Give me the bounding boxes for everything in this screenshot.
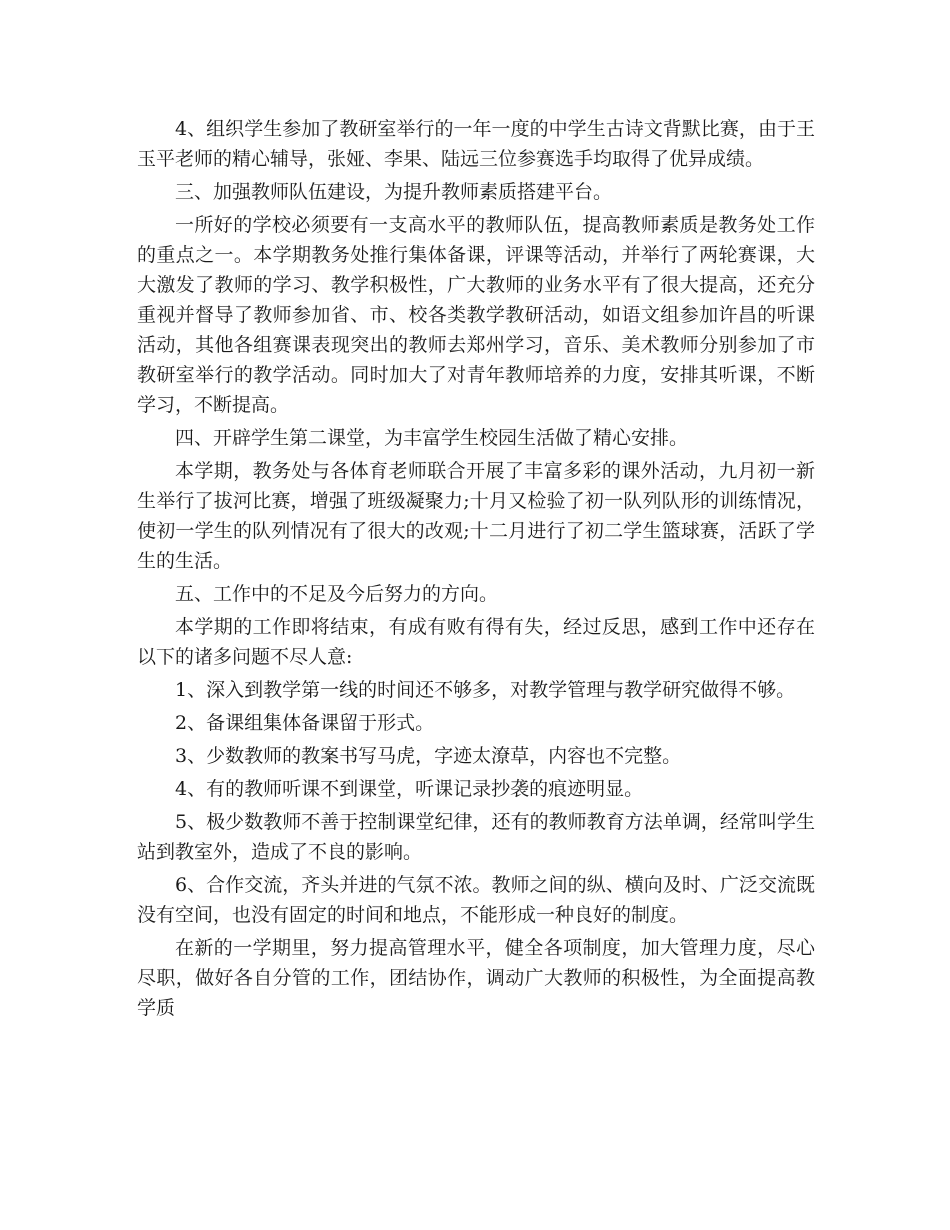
list-item-4: 4、有的教师听课不到课堂，听课记录抄袭的痕迹明显。 (175, 778, 644, 800)
list-item-5: 5、极少数教师不善于控制课堂纪律，还有的教师教育方法单调，经常叫学生站到教室外，造成了不良的影响。 (137, 811, 815, 863)
list-item-3: 3、少数教师的教案书写马虎，字迹太潦草，内容也不完整。 (175, 745, 682, 767)
list-item-2: 2、备课组集体备课留于形式。 (175, 712, 435, 734)
document-body (137, 114, 815, 1026)
list-item-6: 6、合作交流，齐头并进的气氛不浓。教师之间的纵、横向及时、广泛交流既没有空间，也没有固定的时间和地点，不能形成一种良好的制度。 (137, 874, 815, 926)
paragraph-reflection: 本学期的工作即将结束，有成有败有得有失，经过反思，感到工作中还存在以下的诸多问题不尽人意: (137, 616, 815, 668)
heading-section-five: 五、工作中的不足及今后努力的方向。 (175, 583, 499, 605)
heading-section-three: 三、加强教师队伍建设，为提升教师素质搭建平台。 (175, 181, 613, 203)
paragraph-teacher-team: 一所好的学校必须要有一支高水平的教师队伍，提高教师素质是教务处工作的重点之一。本学期教务处推行集体备课，评课等活动，并举行了两轮赛课，大大激发了教师的学习、教学积极性，广大教师的业务水平有了很大提高，还充分重视并督导了教师参加省、市、校各类教学教研活动，如语文组参加许昌的听课活动，其他各组赛课表现突出的教师去郑州学习，音乐、美术教师分别参加了市教研室举行的教学活动。同时加大了对青年教师培养的力度，安排其听课，不断学习，不断提高。 (137, 214, 815, 416)
heading-section-four: 四、开辟学生第二课堂，为丰富学生校园生活做了精心安排。 (175, 427, 689, 449)
paragraph-activities: 本学期，教务处与各体育老师联合开展了丰富多彩的课外活动，九月初一新生举行了拔河比赛，增强了班级凝聚力;十月又检验了初一队列队形的训练情况，使初一学生的队列情况有了很大的改观;十二月进行了初二学生篮球赛，活跃了学生的生活。 (137, 460, 815, 572)
paragraph-competition: 4、组织学生参加了教研室举行的一年一度的中学生古诗文背默比赛，由于王玉平老师的精心辅导，张娅、李果、陆远三位参赛选手均取得了优异成绩。 (137, 118, 815, 170)
paragraph-new-semester: 在新的一学期里，努力提高管理水平，健全各项制度，加大管理力度，尽心尽职，做好各自分管的工作，团结协作，调动广大教师的积极性，为全面提高教学质 (137, 937, 815, 1019)
list-item-1: 1、深入到教学第一线的时间还不够多，对教学管理与教学研究做得不够。 (175, 679, 796, 701)
